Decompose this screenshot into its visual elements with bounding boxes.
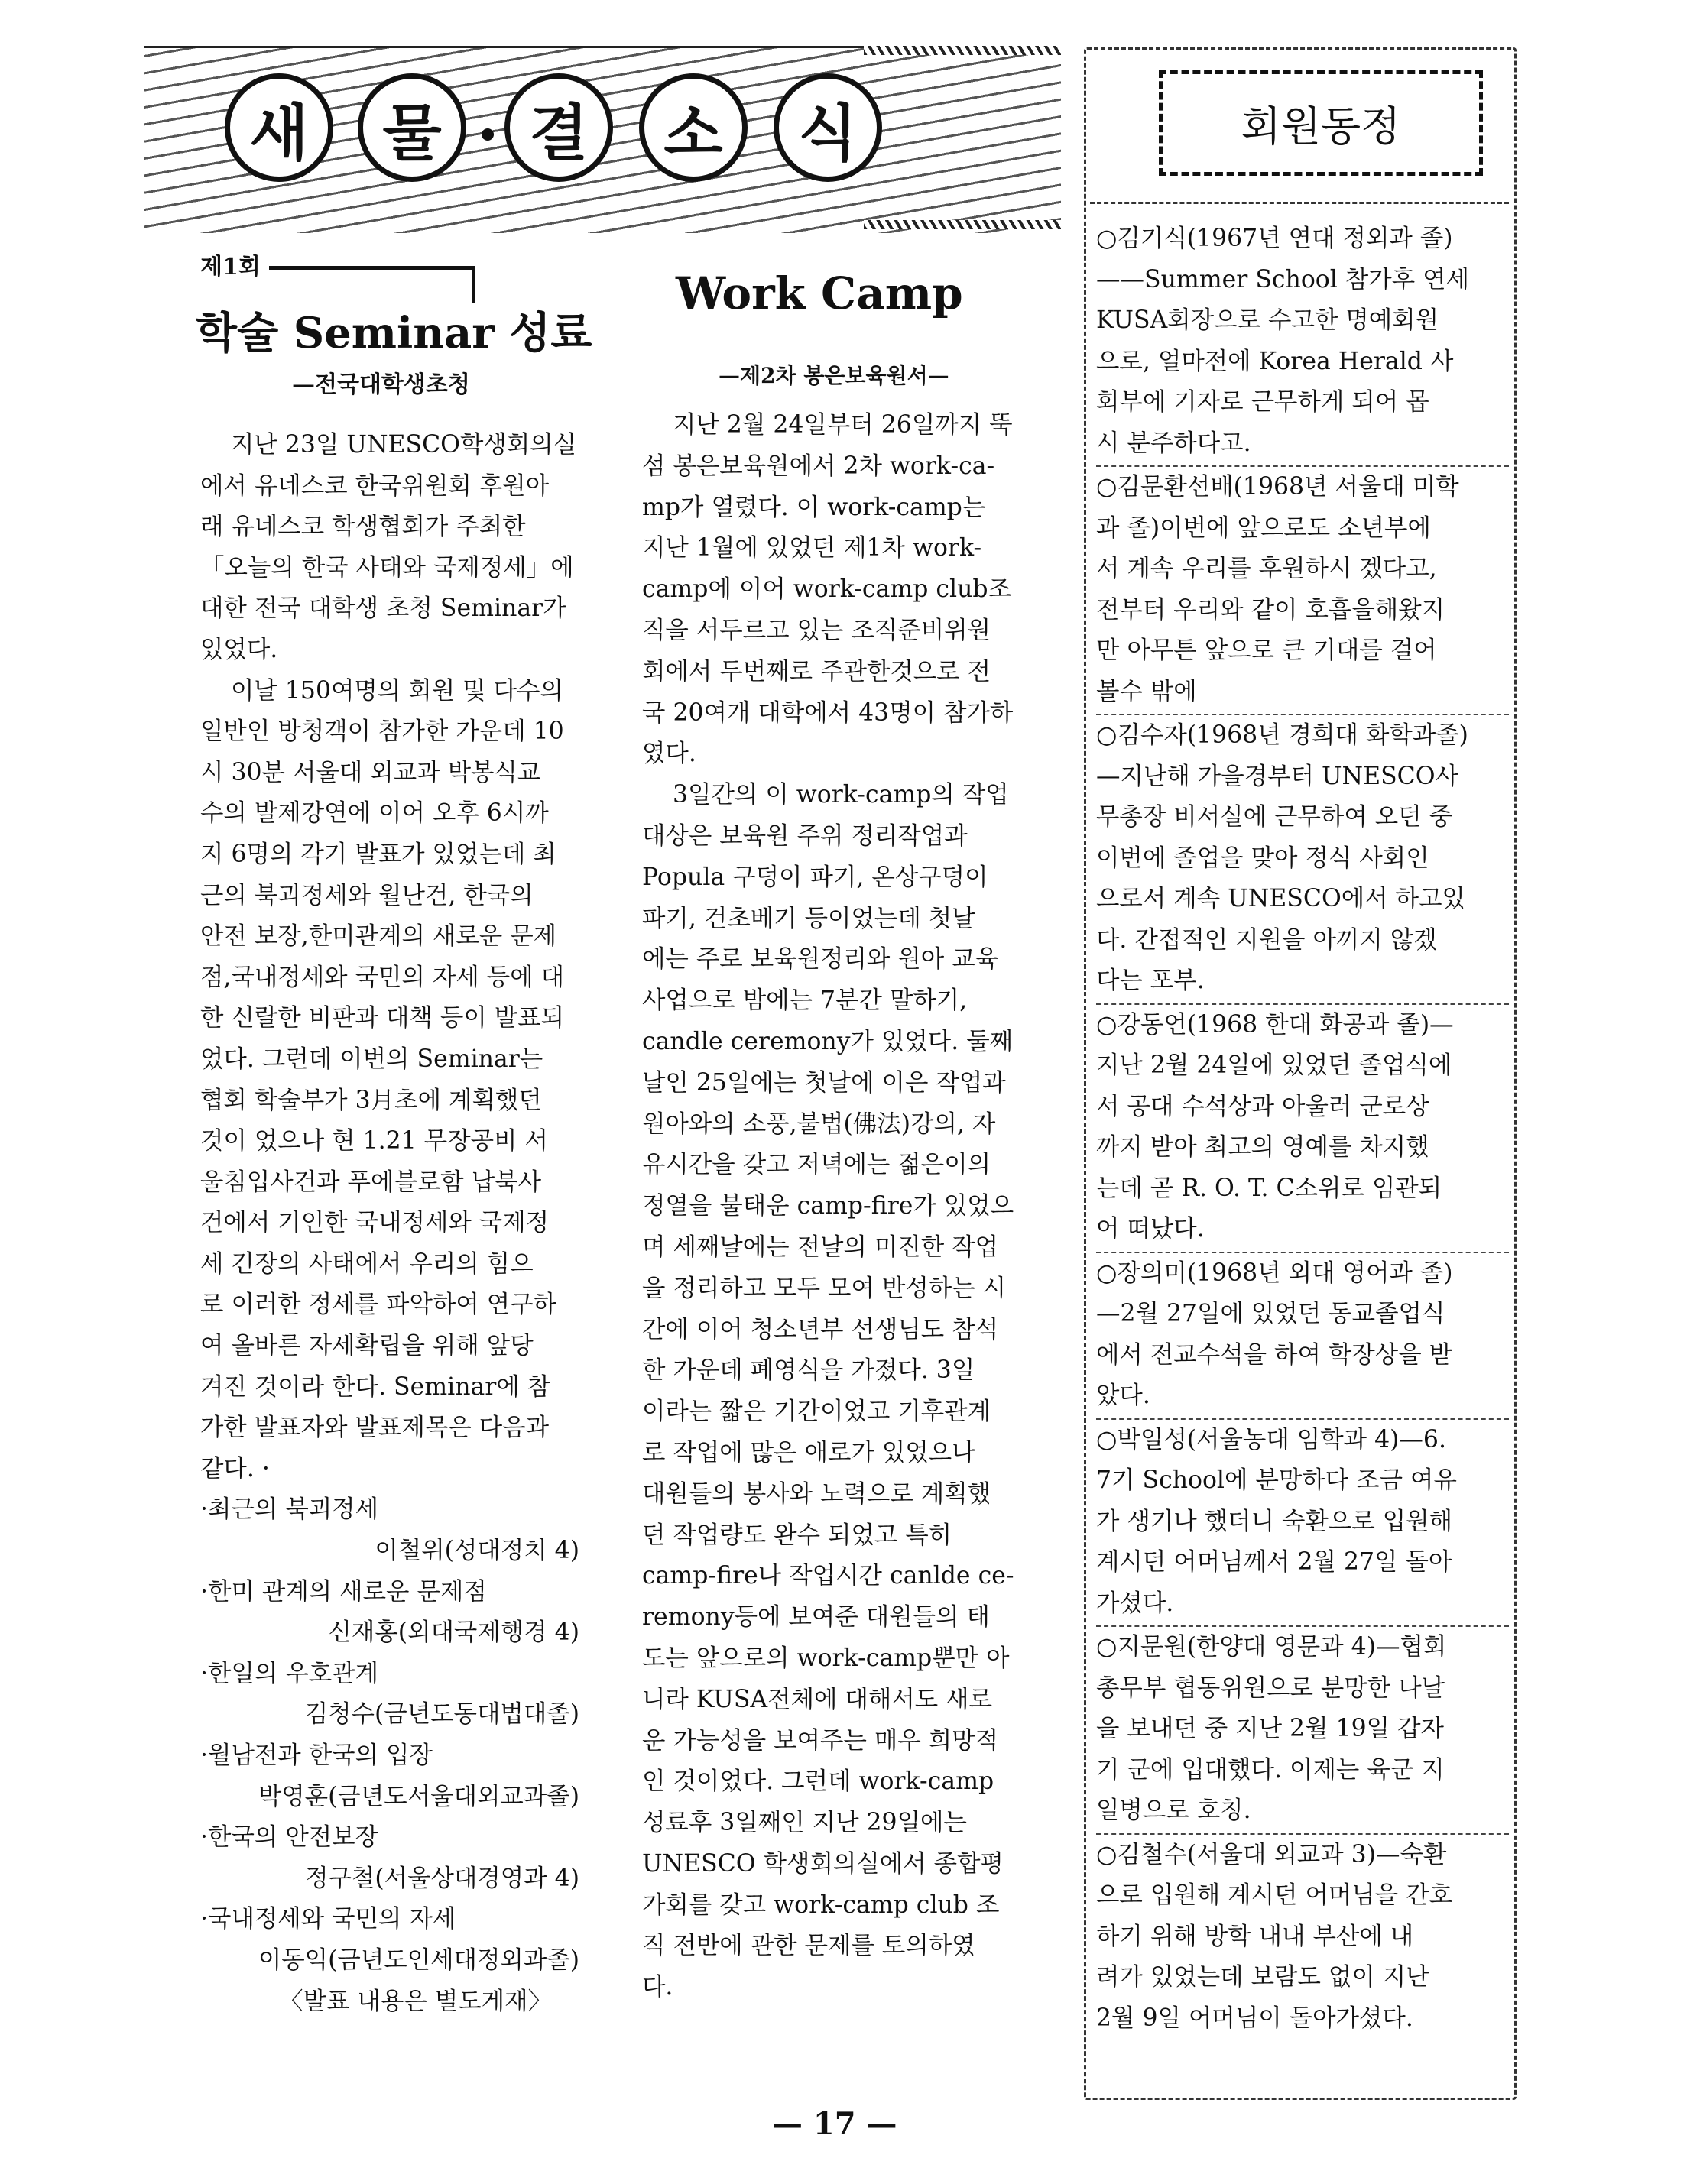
article-line: 직 전반에 관한 문제를 토의하였 <box>642 1932 975 1960</box>
talk-topic: ·월남전과 한국의 입장 <box>200 1742 433 1769</box>
seminar-rule <box>269 266 474 270</box>
article-line: 울침입사건과 푸에블로함 납북사 <box>200 1168 542 1196</box>
article-line: 파기, 건초베기 등이었는데 첫날 <box>642 904 975 932</box>
member-news-line: 으로서 계속 UNESCO에서 하고있 <box>1096 885 1465 912</box>
member-news-line: 7기 School에 분망하다 조금 여유 <box>1096 1466 1457 1494</box>
page-number: — 17 — <box>772 2106 897 2142</box>
seminar-subheadline: —전국대학생초청 <box>292 371 470 398</box>
seminar-headline: 학술 Seminar 성료 <box>196 308 592 358</box>
member-news-line: ○장의미(1968년 외대 영어과 졸) <box>1096 1259 1453 1287</box>
article-line: 운 가능성을 보여주는 매우 희망적 <box>642 1726 999 1755</box>
workcamp-subheadline: —제2차 봉은보육원서— <box>719 363 949 388</box>
talk-speaker: 박영훈(금년도서울대외교과졸) <box>258 1782 579 1810</box>
banner-char-2: 물 <box>358 73 466 182</box>
member-news-line: 으로, 얼마전에 Korea Herald 사 <box>1096 347 1454 375</box>
member-news-item <box>1096 1627 1509 1835</box>
member-news-line: 가 생기나 했더니 숙환으로 입원해 <box>1096 1507 1453 1535</box>
article-line: UNESCO 학생회의실에서 종합평 <box>642 1849 1004 1878</box>
banner-dot <box>482 128 494 141</box>
member-news-line: 하기 위해 방학 내내 부산에 내 <box>1096 1922 1414 1950</box>
article-line: 3일간의 이 work-camp의 작업 <box>673 781 1009 809</box>
article-line: 안전 보장,한미관계의 새로운 문제 <box>200 922 557 951</box>
member-news-line: 전부터 우리와 같이 호흡을해왔지 <box>1096 595 1445 624</box>
talk-speaker: 이철위(성대정치 4) <box>375 1537 579 1565</box>
article-line: mp가 열렸다. 이 work-camp는 <box>642 493 986 521</box>
article-line: 협회 학술부가 3月초에 계획했던 <box>200 1086 542 1114</box>
member-news-item <box>1096 1005 1509 1253</box>
article-line: 세 긴장의 사태에서 우리의 힘으 <box>200 1249 534 1278</box>
article-line: 일반인 방청객이 참가한 가운데 10 <box>200 718 564 746</box>
member-news-line: —지난해 가을경부터 UNESCO사 <box>1096 762 1458 790</box>
seminar-note: 〈발표 내용은 별도게재〉 <box>279 1987 552 2015</box>
member-news-line: 까지 받아 최고의 영예를 차지했 <box>1096 1133 1429 1161</box>
member-news-line: 만 아무튼 앞으로 큰 기대를 걸어 <box>1096 637 1437 664</box>
article-line: Popula 구덩이 파기, 온상구덩이 <box>642 863 988 891</box>
member-news-line: 으로 입원해 계시던 어머님을 간호 <box>1096 1881 1453 1909</box>
banner-top-rule <box>864 46 1061 55</box>
talk-topic: ·한일의 우호관계 <box>200 1659 379 1687</box>
article-line: 을 정리하고 모두 모여 반성하는 시 <box>642 1274 1007 1302</box>
article-line: 수의 발제강연에 이어 오후 6시까 <box>200 799 549 828</box>
article-line: 지난 23일 UNESCO학생회의실 <box>231 431 577 459</box>
talk-topic: ·최근의 북괴정세 <box>200 1495 379 1524</box>
member-news-line: 총무부 협동위원으로 분망한 나날 <box>1096 1674 1445 1702</box>
article-line: 던 작업량도 완수 되었고 특히 <box>642 1521 952 1549</box>
member-news-line: —2월 27일에 있었던 동교졸업식 <box>1096 1300 1445 1327</box>
article-line: remony등에 보여준 대원들의 태 <box>642 1603 990 1632</box>
article-line: 가회를 갖고 work-camp club 조 <box>642 1891 1000 1919</box>
article-line: 시 30분 서울대 외교과 박봉식교 <box>200 758 541 786</box>
article-line: 같다. · <box>200 1454 270 1482</box>
member-news-line: 지난 2월 24일에 있었던 졸업식에 <box>1096 1051 1452 1079</box>
article-line: 간에 이어 청소년부 선생님도 참석 <box>642 1315 999 1343</box>
member-news-item <box>1096 467 1509 715</box>
article-line: 유시간을 갖고 저녁에는 젊은이의 <box>642 1151 991 1179</box>
banner-bottom-rule <box>864 220 1061 229</box>
member-news-item <box>1096 219 1509 467</box>
member-news-line: 시 분주하다고. <box>1096 429 1251 457</box>
article-line: 회에서 두번째로 주관한것으로 전 <box>642 657 991 685</box>
article-line: 니라 KUSA전체에 대해서도 새로 <box>642 1685 993 1713</box>
member-news-line: 무총장 비서실에 근무하여 오던 중 <box>1096 803 1453 831</box>
seminar-number: 제1회 <box>200 254 261 280</box>
member-news-line: 서 계속 우리를 후원하시 겠다고, <box>1096 555 1437 582</box>
member-news-line: 회부에 기자로 근무하게 되어 몹 <box>1096 388 1429 416</box>
article-line: 대한 전국 대학생 초청 Seminar가 <box>200 595 566 623</box>
article-line: 였다. <box>642 740 696 768</box>
article-line: 인 것이었다. 그런데 work-camp <box>642 1768 994 1796</box>
banner-char-4: 소 <box>639 73 748 182</box>
article-line: 지 6명의 각기 발표가 있었는데 최 <box>200 840 556 868</box>
article-line: 이날 150여명의 회원 및 다수의 <box>231 676 563 705</box>
article-line: 지난 1월에 있었던 제1차 work- <box>642 534 982 562</box>
member-news-line: KUSA회장으로 수고한 명예회원 <box>1096 306 1439 334</box>
article-line: 「오늘의 한국 사태와 국제정세」에 <box>200 553 574 582</box>
article-line: camp-fire나 작업시간 canlde ce- <box>642 1562 1014 1590</box>
article-line: 래 유네스코 학생협회가 주최한 <box>200 513 526 541</box>
article-line: 사업으로 밤에는 7분간 말하기, <box>642 987 968 1015</box>
talk-speaker: 이동익(금년도인세대정외과졸) <box>258 1946 579 1974</box>
article-line: 한 가운데 폐영식을 가졌다. 3일 <box>642 1356 975 1385</box>
talk-speaker: 신재홍(외대국제행경 4) <box>328 1619 579 1647</box>
article-line: 었다. 그런데 이번의 Seminar는 <box>200 1045 543 1073</box>
article-line: 날인 25일에는 첫날에 이은 작업과 <box>642 1068 1006 1097</box>
seminar-rule-tick <box>472 266 475 303</box>
banner-char-3: 결 <box>504 73 613 182</box>
article-line: 대원들의 봉사와 노력으로 계획했 <box>642 1479 991 1508</box>
article-line: 있었다. <box>200 635 278 663</box>
talk-topic: ·국내정세와 국민의 자세 <box>200 1905 456 1933</box>
member-news-line: 일병으로 호칭. <box>1096 1797 1251 1824</box>
article-line: 국 20여개 대학에서 43명이 참가하 <box>642 698 1014 727</box>
member-news-line: ——Summer School 참가후 연세 <box>1096 265 1470 293</box>
article-line: 근의 북괴정세와 월난건, 한국의 <box>200 881 534 909</box>
member-news-line: ○김수자(1968년 경희대 화학과졸) <box>1096 721 1468 749</box>
article-line: 여 올바른 자세확립을 위해 앞당 <box>200 1332 534 1360</box>
member-news-line: 는데 곧 R. O. T. C소위로 임관되 <box>1096 1174 1442 1202</box>
article-line: 가한 발표자와 발표제목은 다음과 <box>200 1414 550 1442</box>
article-line: 겨진 것이라 한다. Seminar에 참 <box>200 1372 551 1401</box>
member-news-line: 계시던 어머님께서 2월 27일 돌아 <box>1096 1548 1452 1576</box>
article-line: 지난 2월 24일부터 26일까지 뚝 <box>673 411 1013 439</box>
article-line: 에서 유네스코 한국위원회 후원아 <box>200 471 550 500</box>
article-line: 것이 었으나 현 1.21 무장공비 서 <box>200 1127 548 1155</box>
article-line: 대상은 보육원 주위 정리작업과 <box>642 821 968 850</box>
article-line: 점,국내정세와 국민의 자세 등에 대 <box>200 963 565 991</box>
article-line: 직을 서두르고 있는 조직준비위원 <box>642 616 991 644</box>
member-news-line: 이번에 졸업을 맞아 정식 사회인 <box>1096 844 1429 872</box>
member-news-line: ○지문원(한양대 영문과 4)—협회 <box>1096 1633 1447 1661</box>
workcamp-article <box>642 405 1040 2008</box>
seminar-article <box>200 425 598 2022</box>
member-news-divider <box>1090 202 1509 207</box>
member-news-line: 볼수 밖에 <box>1096 677 1197 705</box>
member-news-line: ○강동언(1968 한대 화공과 졸)— <box>1096 1010 1454 1039</box>
talk-speaker: 김청수(금년도동대법대졸) <box>304 1700 579 1729</box>
member-news-line: 2월 9일 어머님이 돌아가셨다. <box>1096 2004 1413 2032</box>
member-news-line: ○김철수(서울대 외교과 3)—숙환 <box>1096 1840 1447 1868</box>
article-line: 성료후 3일째인 지난 29일에는 <box>642 1809 967 1837</box>
member-news-line: 다는 포부. <box>1096 967 1205 994</box>
member-news-line: 았다. <box>1096 1382 1150 1409</box>
article-line: 섬 봉은보육원에서 2차 work-ca- <box>642 452 995 480</box>
member-news-line: 기 군에 입대했다. 이제는 육군 지 <box>1096 1755 1445 1784</box>
member-news-line: 과 졸)이번에 앞으로도 소년부에 <box>1096 514 1431 542</box>
article-line: 에는 주로 보육원정리와 원아 교육 <box>642 945 999 974</box>
banner-char-5: 식 <box>774 73 882 182</box>
member-news-line: 려가 있었는데 보람도 없이 지난 <box>1096 1963 1429 1991</box>
talk-topic: ·한미 관계의 새로운 문제점 <box>200 1577 487 1606</box>
article-line: 도는 앞으로의 work-camp뿐만 아 <box>642 1644 1010 1672</box>
member-news-line: 을 보내던 중 지난 2월 19일 갑자 <box>1096 1715 1444 1742</box>
member-news-item <box>1096 1835 1509 2041</box>
member-news-line: 어 떠났다. <box>1096 1215 1205 1243</box>
member-news-line: 다. 간접적인 지원을 아끼지 않겠 <box>1096 925 1437 954</box>
article-line: camp에 이어 work-camp club조 <box>642 575 1011 604</box>
workcamp-headline: Work Camp <box>676 267 963 319</box>
article-line: 정열을 불태운 camp-fire가 있었으 <box>642 1192 1014 1220</box>
member-news-line: 가셨다. <box>1096 1589 1174 1617</box>
article-line: 며 세째날에는 전날의 미진한 작업 <box>642 1233 999 1261</box>
member-news-title: 회원동정 <box>1159 70 1483 176</box>
member-news-list <box>1096 219 1509 2040</box>
article-line: candle ceremony가 있었다. 둘째 <box>642 1027 1014 1055</box>
member-news-item <box>1096 1253 1509 1420</box>
member-news-line: 서 공대 수석상과 아울러 군로상 <box>1096 1092 1429 1120</box>
article-line: 다. <box>642 1973 673 2001</box>
banner-char-1: 새 <box>225 73 333 182</box>
member-news-item <box>1096 715 1509 1005</box>
article-line: 로 작업에 많은 애로가 있었으나 <box>642 1438 975 1466</box>
article-line: 로 이러한 정세를 파악하여 연구하 <box>200 1291 557 1319</box>
member-news-line: ○박일성(서울농대 임학과 4)—6. <box>1096 1425 1446 1453</box>
article-line: 이라는 짧은 기간이었고 기후관계 <box>642 1398 991 1426</box>
member-news-item <box>1096 1420 1509 1628</box>
member-news-line: ○김문환선배(1968년 서울대 미학 <box>1096 473 1459 501</box>
member-news-line: ○김기식(1967년 연대 정외과 졸) <box>1096 225 1453 252</box>
article-line: 한 신랄한 비판과 대책 등이 발표되 <box>200 1004 565 1032</box>
member-news-line: 에서 전교수석을 하여 학장상을 받 <box>1096 1340 1453 1369</box>
article-line: 원아와의 소풍,불법(佛法)강의, 자 <box>642 1110 996 1138</box>
talk-speaker: 정구철(서울상대경영과 4) <box>305 1864 579 1892</box>
talk-topic: ·한국의 안전보장 <box>200 1823 379 1852</box>
article-line: 건에서 기인한 국내정세와 국제정 <box>200 1209 550 1237</box>
